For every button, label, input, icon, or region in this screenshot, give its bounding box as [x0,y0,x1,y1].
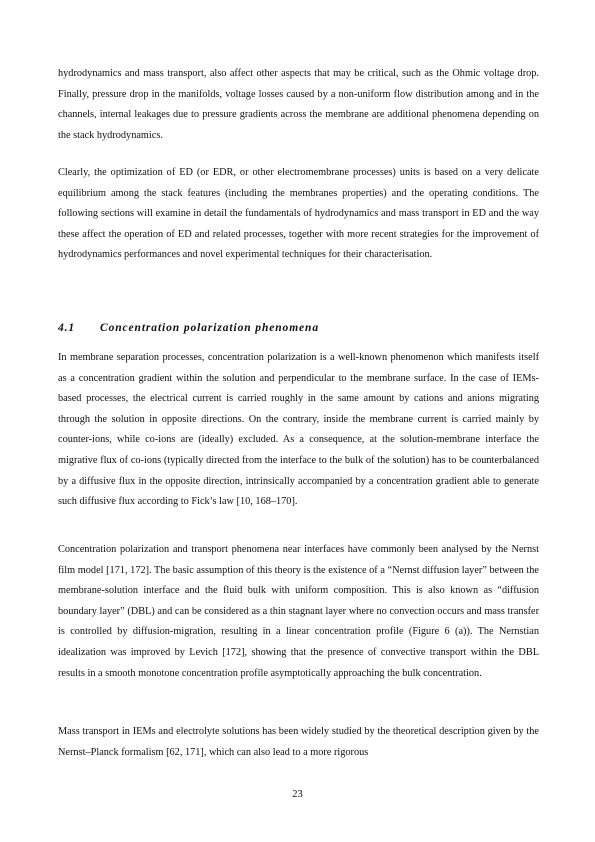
section-number: 4.1 [58,322,76,334]
paragraph-mass-transport: Mass transport in IEMs and electrolyte solutions has been widely studied by the theoretical description given by the Nernst–Planck formalism [62, 171], which can also lead to a more rigorous [58,726,539,758]
paragraph-concentration-polarization: In membrane separation processes, concentration polarization is a well-known phenomenon which manifests itself as a concentration gradient within the solution and perpendicular to the membrane surface. In the case of IEMs-based processes, the electrical current is carried roughly in the same amount by cations and anions migrating through the solution in opposite directions. On the contrary, inside the membrane current is carried mainly by counter-ions, while co-ions are (ideally) excluded. As a consequence, at the solution-membrane interface the migrative flux of co-ions (typically directed from the interface to the bulk of the solution) has to be counterbalanced by a diffusive flux in the opposite direction, intrinsically accompanied by a concentration gradient able to generate such diffusive flux according to Fick’s law [10, 168–170]. [58,352,539,508]
paragraph-nernst-model: Concentration polarization and transport phenomena near interfaces have commonly been analysed by the Nernst film model [171, 172]. The basic assumption of this theory is the existence of a “Nernst diffusion layer” between the membrane-solution interface and the fluid bulk with uniform composition. This is also known as “diffusion boundary layer” (DBL) and can be considered as a thin stagnant layer where no convection occurs and mass transfer is controlled by diffusion-migration, resulting in a linear concentration profile (Figure 6 (a)). The Nernstian idealization was improved by Levich [172], showing that the presence of convective transport within the DBL results in a smooth monotone concentration profile asymptotically approaching the bulk concentration. [58,544,539,679]
paragraph-hydrodynamics-intro: hydrodynamics and mass transport, also affect other aspects that may be critical, such as the Ohmic voltage drop. Finally, pressure drop in the manifolds, voltage losses caused by a non-uniform flow distribution among and in the channels, internal leakages due to pressure gradients across the membrane are additional phenomena depending on the stack hydrodynamics. [58,68,539,141]
section-title: Concentration polarization phenomena [100,322,319,334]
paragraph-optimization: Clearly, the optimization of ED (or EDR, or other electromembrane processes) units is based on a very delicate equilibrium among the stack features (including the membranes properties) and the operating conditions. The following sections will examine in detail the fundamentals of hydrodynamics and mass transport in ED and the way these affect the operation of ED and related processes, together with more recent strategies for the improvement of hydrodynamics performances and novel experimental techniques for their characterisation. [58,167,539,261]
section-heading [58,318,539,338]
page-number: 23 [292,789,303,800]
